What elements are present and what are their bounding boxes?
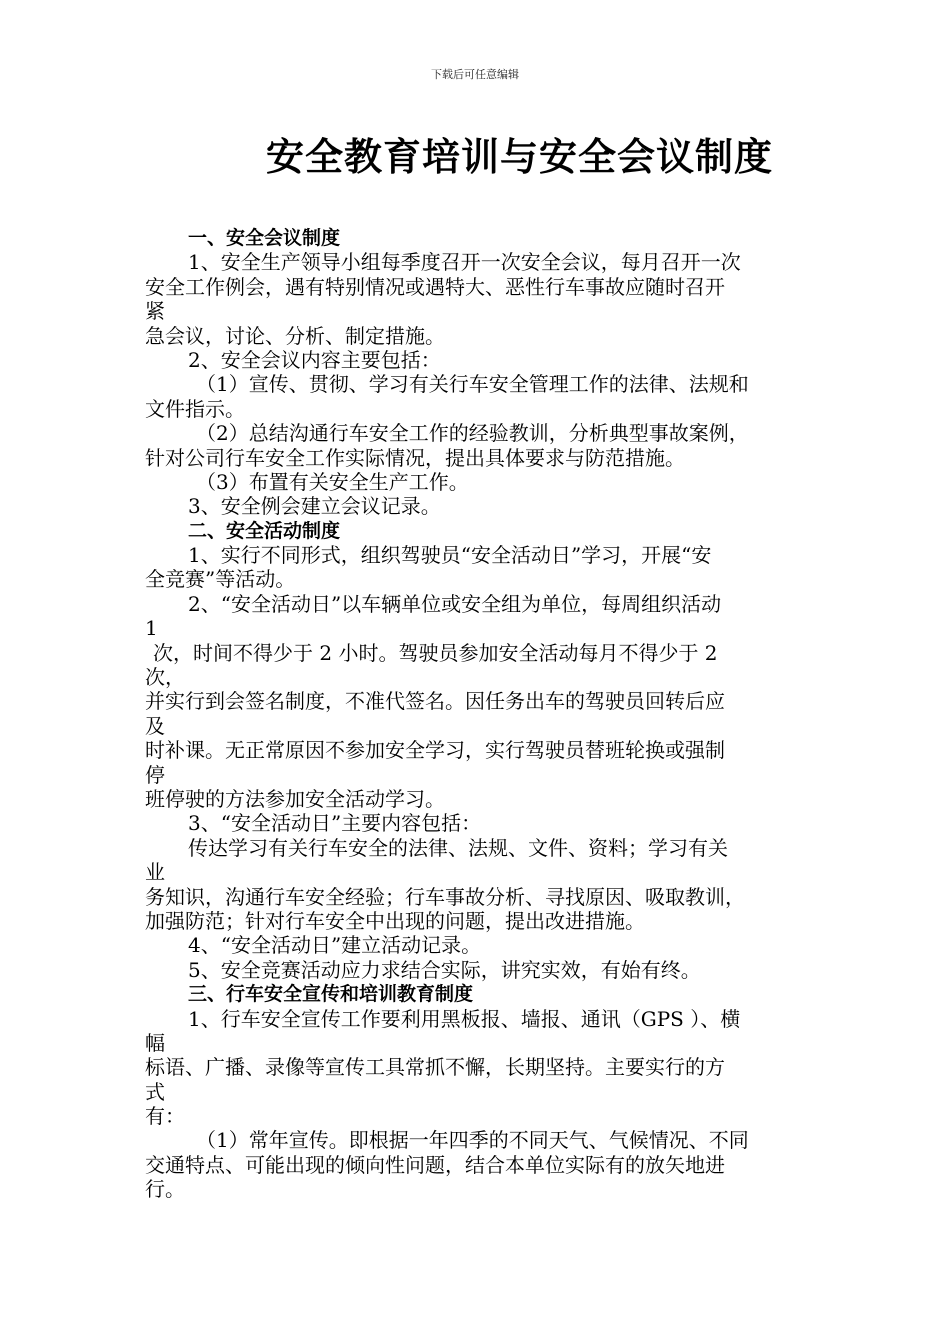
paragraph-line: 行。 bbox=[145, 1177, 185, 1202]
paragraph-line: 时补课。无正常原因不参加安全学习，实行驾驶员替班轮换或强制 bbox=[145, 738, 725, 763]
paragraph-line: 并实行到会签名制度，不准代签名。因任务出车的驾驶员回转后应 bbox=[145, 689, 725, 714]
paragraph-line: （2）总结沟通行车安全工作的经验教训，分析典型事故案例， bbox=[196, 421, 749, 446]
paragraph-line: 业 bbox=[145, 860, 165, 885]
paragraph-line: 5、安全竞赛活动应力求结合实际，讲究实效，有始有终。 bbox=[188, 957, 701, 982]
paragraph-line: 2、“安全活动日”以车辆单位或安全组为单位，每周组织活动 bbox=[188, 591, 722, 616]
paragraph-line: 有： bbox=[145, 1104, 185, 1129]
paragraph-line: 次，时间不得少于 2 小时。驾驶员参加安全活动每月不得少于 2 bbox=[153, 640, 718, 665]
paragraph-line: 幅 bbox=[145, 1030, 165, 1055]
section-heading: 一、安全会议制度 bbox=[188, 227, 341, 249]
paragraph-line: 针对公司行车安全工作实际情况，提出具体要求与防范措施。 bbox=[145, 445, 685, 470]
paragraph-line: 传达学习有关行车安全的法律、法规、文件、资料；学习有关 bbox=[188, 835, 728, 860]
paragraph-line: 1、实行不同形式，组织驾驶员“安全活动日”学习，开展“安 bbox=[188, 543, 712, 568]
paragraph-line: 式 bbox=[145, 1079, 165, 1104]
section-heading: 三、行车安全宣传和培训教育制度 bbox=[188, 983, 474, 1006]
paragraph-line: （1）常年宣传。即根据一年四季的不同天气、气候情况、不同 bbox=[196, 1128, 749, 1153]
paragraph-line: 文件指示。 bbox=[145, 396, 245, 421]
paragraph-line: 4、“安全活动日”建立活动记录。 bbox=[188, 933, 482, 958]
paragraph-line: 安全工作例会，遇有特别情况或遇特大、恶性行车事故应随时召开 bbox=[145, 274, 725, 299]
document-body bbox=[145, 226, 815, 1202]
paragraph-line: 加强防范；针对行车安全中出现的问题，提出改进措施。 bbox=[145, 908, 645, 933]
paragraph-line: 停 bbox=[145, 762, 165, 787]
paragraph-line: 班停驶的方法参加安全活动学习。 bbox=[145, 786, 445, 811]
paragraph-line: 全竞赛”等活动。 bbox=[145, 567, 296, 592]
paragraph-line: 务知识，沟通行车安全经验；行车事故分析、寻找原因、吸取教训， bbox=[145, 884, 745, 909]
paragraph-line: 1 bbox=[145, 616, 158, 641]
paragraph-line: 标语、广播、录像等宣传工具常抓不懈，长期坚持。主要实行的方 bbox=[145, 1055, 725, 1080]
paragraph-line: 1、行车安全宣传工作要利用黑板报、墙报、通讯（GPS ）、横 bbox=[188, 1006, 741, 1031]
paragraph-line: 次， bbox=[145, 665, 185, 690]
paragraph-line: 急会议，讨论、分析、制定措施。 bbox=[145, 323, 445, 348]
header-note: 下载后可任意编辑 bbox=[431, 68, 519, 81]
paragraph-line: 紧 bbox=[145, 299, 165, 324]
paragraph-line: 2、安全会议内容主要包括： bbox=[188, 347, 441, 372]
document-title: 安全教育培训与安全会议制度 bbox=[266, 135, 774, 179]
paragraph-line: 交通特点、可能出现的倾向性问题，结合本单位实际有的放矢地进 bbox=[145, 1152, 725, 1177]
section-heading: 二、安全活动制度 bbox=[188, 519, 341, 542]
paragraph-line: 3、安全例会建立会议记录。 bbox=[188, 494, 441, 519]
paragraph-line: 3、“安全活动日”主要内容包括： bbox=[188, 811, 482, 836]
paragraph-line: 1、安全生产领导小组每季度召开一次安全会议，每月召开一次 bbox=[188, 250, 741, 275]
paragraph-line: （1）宣传、贯彻、学习有关行车安全管理工作的法律、法规和 bbox=[196, 372, 749, 397]
paragraph-line: 及 bbox=[145, 713, 165, 738]
paragraph-line: （3）布置有关安全生产工作。 bbox=[196, 469, 469, 494]
